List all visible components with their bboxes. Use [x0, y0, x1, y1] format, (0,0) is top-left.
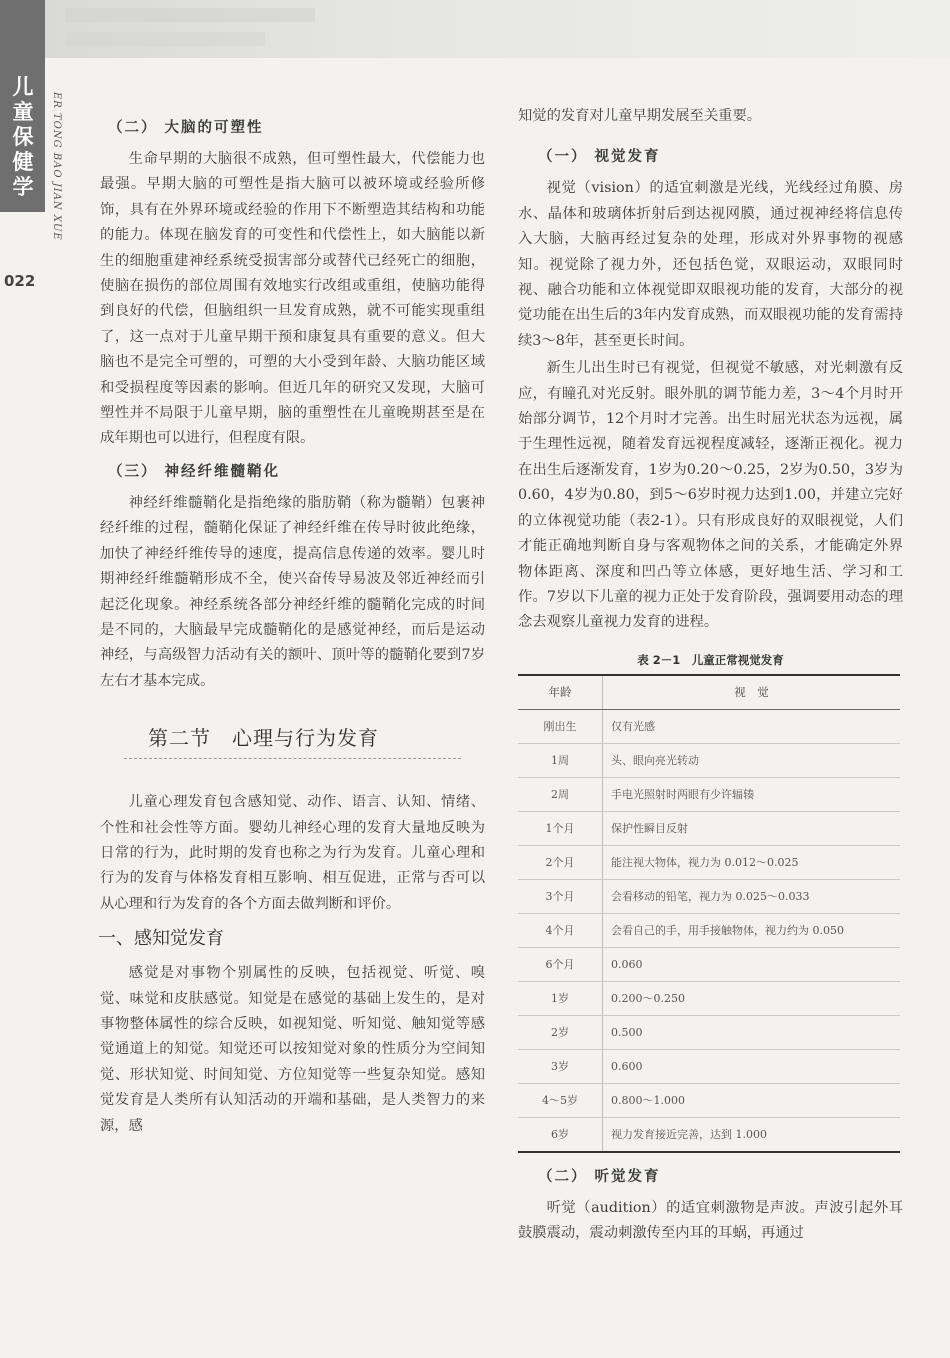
paragraph: 新生儿出生时已有视觉，但视觉不敏感，对光刺激有反应，有瞳孔对光反射。眼外肌的调节能力差，3～4个月时开始部分调节，12个月时才完善。出生时屈光状态为远视，属于生理性远视，随着发育远视程度减轻，逐渐正视化。视力在出生后逐渐发育，1岁为0.20～0.25，2岁为0.50，3岁为0.60，4岁为0.80，到5～6岁时视力达到1.00，并建立完好的立体视觉功能（表2-1）。只有形成良好的双眼视觉，人们才能正确地判断自身与客观物体之间的关系，才能确定外界物体距离、深度和凹凸等立体感，更好地生活、学习和工作。7岁以下儿童的视力正处于发育阶段，强调要用动态的理念去观察儿童视力发育的进程。 [518, 360, 903, 631]
table-cell-age: 1岁 [518, 981, 603, 1015]
paragraph: 生命早期的大脑很不成熟，但可塑性最大，代偿能力也最强。早期大脑的可塑性是指大脑可以被环境或经验所修饰，具有在外界环境或经验的作用下不断塑造其结构和功能的能力。体现在脑发育的可变性和代偿性上，如大脑能以新生的细胞重建神经系统受损害部分或替代已经死亡的细胞，使脑在损伤的部位周围有效地实行改组或重组，使脑功能得到良好的代偿，但脑组织一旦发育成熟，就不可能实现重组了，这一点对于儿童早期干预和康复具有重要的意义。但大脑也不是完全可塑的，可塑的大小受到年龄、大脑功能区域和受损程度等因素的影响。但近几年的研究又发现，大脑可塑性并不局限于儿童早期，脑的重塑性在儿童晚期甚至是在成年期也可以进行，但程度有限。 [100, 151, 485, 447]
table-header-cell: 年龄 [518, 675, 603, 710]
table-cell-age: 4～5岁 [518, 1083, 603, 1117]
table-row [518, 743, 900, 777]
subsection-heading: （二） 大脑的可塑性 [108, 120, 264, 136]
table-cell-vision: 视力发育接近完善，达到 1.000 [603, 1117, 901, 1152]
paragraph: 儿童心理发育包含感知觉、动作、语言、认知、情绪、个性和社会性等方面。婴幼儿神经心理的发育大量地反映为日常的行为，此时期的发育也称之为行为发育。儿童心理和行为的发育与体格发育相互影响、相互促进，正常与否可以从心理和行为发育的各个方面去做判断和评价。 [100, 794, 485, 912]
table-cell-vision: 手电光照射时两眼有少许辐辏 [603, 777, 901, 811]
table-row [518, 845, 900, 879]
table-row [518, 1117, 900, 1152]
paragraph: 神经纤维髓鞘化是指绝缘的脂肪鞘（称为髓鞘）包裹神经纤维的过程，髓鞘化保证了神经纤维在传导时彼此绝缘，加快了神经纤维传导的速度，提高信息传递的效率。婴儿时期神经纤维髓鞘形成不全，使兴奋传导易波及邻近神经而引起泛化现象。神经系统各部分神经纤维的髓鞘化完成的时间是不同的，大脑最早完成髓鞘化的是感觉神经，而后是运动神经，与高级智力活动有关的额叶、顶叶等的髓鞘化要到7岁左右才基本完成。 [100, 494, 485, 689]
table-caption: 表 2－1 儿童正常视觉发育 [637, 652, 784, 667]
table-row [518, 1049, 900, 1083]
table-cell-vision: 仅有光感 [603, 709, 901, 743]
book-title-char: 儿 [12, 75, 34, 99]
book-title-pinyin: ER TONG BAO JIAN XUE [51, 92, 62, 241]
right-column [518, 104, 903, 1247]
table-row [518, 879, 900, 913]
book-title-char: 健 [12, 150, 34, 174]
book-title-char: 学 [12, 175, 34, 199]
table-cell-age: 2个月 [518, 845, 603, 879]
table-row [518, 1083, 900, 1117]
page-number: 022 [4, 272, 36, 290]
section-divider [124, 758, 461, 759]
table-cell-vision: 会看自己的手，用手接触物体，视力约为 0.050 [603, 913, 901, 947]
table-body [518, 709, 900, 1152]
book-title-char: 童 [12, 100, 34, 124]
paragraph: 听觉（audition）的适宜刺激物是声波。声波引起外耳鼓膜震动，震动刺激传至内耳的耳蜗，再通过 [518, 1199, 903, 1242]
table-cell-age: 4个月 [518, 913, 603, 947]
table-row [518, 811, 900, 845]
table-row [518, 1015, 900, 1049]
table-cell-age: 刚出生 [518, 709, 603, 743]
table-row [518, 709, 900, 743]
paragraph: 知觉的发育对儿童早期发展至关重要。 [518, 108, 762, 124]
subsection-heading: （一） 视觉发育 [538, 149, 661, 166]
paragraph: 视觉（vision）的适宜刺激是光线，光线经过角膜、房水、晶体和玻璃体折射后到达视网膜，通过视神经将信息传入大脑，大脑再经过复杂的处理，形成对外界事物的视感知。视觉除了视力外，还包括色觉，双眼运动，双眼同时视、融合功能和立体视觉即双眼视功能的发育，大部分的视觉功能在出生后的3年内发育成熟，而双眼视功能的发育需持续3～8年，甚至更长时间。 [518, 180, 903, 349]
paragraph: 感觉是对事物个别属性的反映，包括视觉、听觉、嗅觉、味觉和皮肤感觉。知觉是在感觉的基础上发生的，是对事物整体属性的综合反映，如视知觉、听知觉、触知觉等感觉通道上的知觉。知觉还可以按知觉对象的性质分为空间知觉、形状知觉、时间知觉、方位知觉等一些复杂知觉。感知觉发育是人类所有认知活动的开端和基础，是人类智力的来源，感 [100, 965, 485, 1134]
section-title-block [100, 712, 485, 772]
table-cell-vision: 头、眼向亮光转动 [603, 743, 901, 777]
table-cell-age: 2岁 [518, 1015, 603, 1049]
table-header-cell: 视 觉 [603, 675, 901, 710]
table-cell-age: 2周 [518, 777, 603, 811]
table-row [518, 777, 900, 811]
table-cell-vision: 0.200～0.250 [603, 981, 901, 1015]
table-row [518, 913, 900, 947]
table-cell-vision: 保护性瞬目反射 [603, 811, 901, 845]
table-cell-vision: 0.060 [603, 947, 901, 981]
sidebar-tab [0, 0, 45, 212]
table-header-row [518, 675, 900, 710]
book-title-char: 保 [12, 125, 34, 149]
book-title-vertical [9, 75, 37, 200]
subsection-heading: （二） 听觉发育 [538, 1168, 661, 1185]
header-band [45, 0, 950, 58]
table-cell-vision: 0.800～1.000 [603, 1083, 901, 1117]
table-cell-vision: 能注视大物体，视力为 0.012～0.025 [603, 845, 901, 879]
table-cell-vision: 0.500 [603, 1015, 901, 1049]
vision-table [518, 674, 900, 1153]
header-ghost-text-2 [65, 32, 265, 46]
table-cell-age: 1周 [518, 743, 603, 777]
table-cell-age: 3个月 [518, 879, 603, 913]
table-cell-age: 1个月 [518, 811, 603, 845]
header-ghost-text [65, 8, 315, 22]
left-column [100, 116, 485, 1139]
subsection-heading: （三） 神经纤维髓鞘化 [108, 463, 281, 480]
table-cell-vision: 0.600 [603, 1049, 901, 1083]
section-title: 第二节 心理与行为发育 [148, 726, 379, 751]
table-cell-age: 3岁 [518, 1049, 603, 1083]
table-cell-vision: 会看移动的铅笔，视力为 0.025～0.033 [603, 879, 901, 913]
table-cell-age: 6岁 [518, 1117, 603, 1152]
heading-level-1: 一、感知觉发育 [98, 928, 224, 950]
table-row [518, 947, 900, 981]
table-row [518, 981, 900, 1015]
table-cell-age: 6个月 [518, 947, 603, 981]
